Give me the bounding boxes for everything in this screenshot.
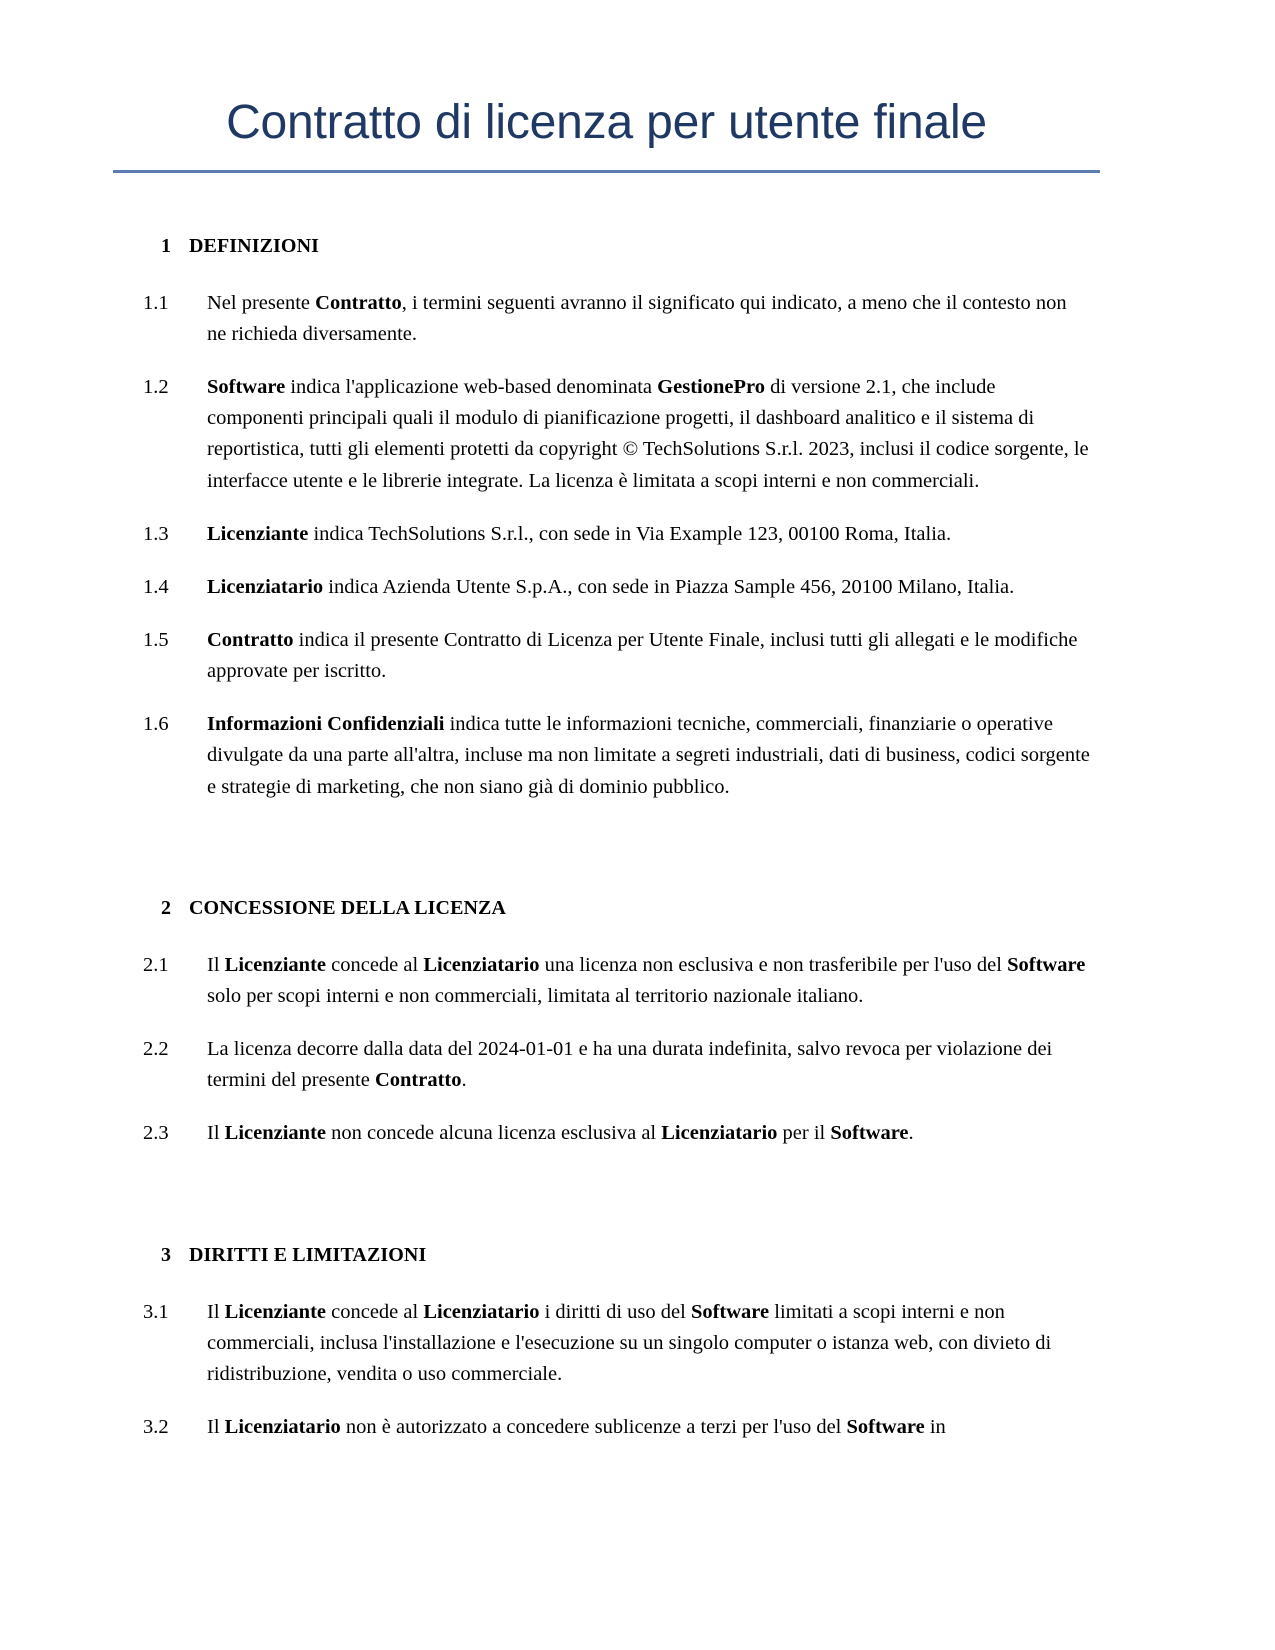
section-heading xyxy=(143,1244,1090,1267)
clause xyxy=(143,625,1090,687)
defined-term: Informazioni Confidenziali xyxy=(207,713,445,736)
defined-term: Software xyxy=(207,376,286,399)
clause-run: Il xyxy=(207,1416,225,1439)
title-block xyxy=(113,0,1100,173)
clause-run: indica TechSolutions S.r.l., con sede in Via Example 123, 00100 Roma, Italia. xyxy=(308,522,952,545)
clause-run: di versione 2.1, che include componenti principali quali il modulo di pianificazione progetti, il dashboard analitico e il sistema di reportistica, tutti gli elementi protetti da copyright © TechSolutions S.r.l. 2023, inclusi il codice sorgente, le interfacce utente e le librerie integrate. La licenza è limitata a scopi interni e non commerciali. xyxy=(207,376,1089,492)
clause-number: 2.3 xyxy=(143,1122,169,1145)
clause-run: Il xyxy=(207,1122,225,1145)
clause-run: Nel presente xyxy=(207,291,316,314)
section-heading xyxy=(143,897,1090,920)
clause-number: 1.6 xyxy=(143,713,169,736)
section-heading xyxy=(143,235,1090,258)
defined-term: Contratto xyxy=(315,291,402,314)
defined-term: Licenziatario xyxy=(423,953,540,976)
section-number: 3 xyxy=(161,1243,171,1266)
defined-term: Software xyxy=(690,1300,770,1323)
clause xyxy=(143,288,1090,350)
clause-run: indica il presente Contratto di Licenza per Utente Finale, inclusi tutti gli allegati e le modifiche approvate per iscritto. xyxy=(207,629,1078,683)
section-spacer xyxy=(143,1172,1090,1206)
page-title: Contratto di licenza per utente finale xyxy=(226,96,987,149)
clause xyxy=(143,950,1090,1012)
clause-number: 1.2 xyxy=(143,376,169,399)
section-heading-text: CONCESSIONE DELLA LICENZA xyxy=(189,896,507,919)
clause-number: 1.3 xyxy=(143,522,169,545)
title-divider xyxy=(113,170,1100,173)
clause-run: limitati a scopi interni e non commerciali, inclusa l'installazione e l'esecuzione su un singolo computer o istanza web, con divieto di ridistribuzione, vendita o uso commerciale. xyxy=(207,1300,1052,1385)
clause-text xyxy=(207,950,1090,1012)
defined-term: Licenziatario xyxy=(661,1122,778,1145)
clause xyxy=(143,372,1090,497)
section-spacer xyxy=(143,825,1090,859)
clause xyxy=(143,519,1090,550)
clause-text xyxy=(207,1118,1090,1149)
defined-term: Licenziante xyxy=(207,522,309,545)
clause-run: concede al xyxy=(326,953,424,976)
section-number: 1 xyxy=(161,234,171,257)
clause-run: . xyxy=(461,1069,467,1092)
defined-term: Licenziante xyxy=(224,953,326,976)
clause-number: 1.1 xyxy=(143,291,169,314)
clause-run: concede al xyxy=(326,1300,424,1323)
clause-run: per il xyxy=(777,1122,831,1145)
defined-term: Licenziante xyxy=(224,1300,326,1323)
clause-run: in xyxy=(924,1416,946,1439)
clause-run: indica Azienda Utente S.p.A., con sede in Piazza Sample 456, 20100 Milano, Italia. xyxy=(323,575,1015,598)
clause-text xyxy=(207,1034,1090,1096)
defined-term: Software xyxy=(1007,953,1086,976)
clause-number: 3.1 xyxy=(143,1300,169,1323)
clause-number: 3.2 xyxy=(143,1416,169,1439)
clause-run: una licenza non esclusiva e non trasferibile per l'uso del xyxy=(539,953,1008,976)
clause-text xyxy=(207,1297,1090,1390)
clause xyxy=(143,1118,1090,1149)
section-heading-text: DIRITTI E LIMITAZIONI xyxy=(189,1243,427,1266)
clause-run: non è autorizzato a concedere sublicenze a terzi per l'uso del xyxy=(340,1416,847,1439)
defined-term: Software xyxy=(830,1122,909,1145)
clause-run: non concede alcuna licenza esclusiva al xyxy=(326,1122,662,1145)
clause-text xyxy=(207,572,1090,603)
clause xyxy=(143,572,1090,603)
clause xyxy=(143,1297,1090,1390)
clause-number: 1.4 xyxy=(143,575,169,598)
clause-text xyxy=(207,1412,1090,1443)
clause-run: , i termini seguenti avranno il significato qui indicato, a meno che il contesto non ne richieda diversamente. xyxy=(207,291,1067,345)
defined-term: Licenziatario xyxy=(207,575,324,598)
section-heading-text: DEFINIZIONI xyxy=(189,234,320,257)
clause xyxy=(143,709,1090,802)
clause-run: Il xyxy=(207,953,225,976)
clause-run: i diritti di uso del xyxy=(539,1300,691,1323)
defined-term: GestionePro xyxy=(657,376,765,399)
defined-term: Software xyxy=(846,1416,925,1439)
clause-run: . xyxy=(908,1122,914,1145)
clause-text xyxy=(207,288,1090,350)
clause-run: solo per scopi interni e non commerciali, limitata al territorio nazionale italiano. xyxy=(207,984,864,1007)
clause-text xyxy=(207,372,1090,497)
clause-number: 2.1 xyxy=(143,953,169,976)
clause-text xyxy=(207,709,1090,802)
clause-number: 1.5 xyxy=(143,629,169,651)
section-number: 2 xyxy=(161,896,171,919)
clause-number: 2.2 xyxy=(143,1038,169,1061)
defined-term: Licenziante xyxy=(224,1122,326,1145)
clause xyxy=(143,1034,1090,1096)
clause-run: La licenza decorre dalla data del 2024-01-01 e ha una durata indefinita, salvo revoca per violazione dei termini del presente xyxy=(207,1038,1053,1092)
defined-term: Contratto xyxy=(207,629,294,651)
clause-run: indica l'applicazione web-based denominata xyxy=(285,376,658,399)
defined-term: Contratto xyxy=(374,1069,462,1092)
document-body xyxy=(143,235,1090,1443)
clause xyxy=(143,1412,1090,1443)
clause-run: Il xyxy=(207,1300,225,1323)
defined-term: Licenziatario xyxy=(224,1416,341,1439)
defined-term: Licenziatario xyxy=(423,1300,540,1323)
clause-text xyxy=(207,519,1090,550)
clause-text xyxy=(207,625,1090,687)
clause-run: indica tutte le informazioni tecniche, commerciali, finanziarie o operative divulgate da una parte all'altra, incluse ma non limitate a segreti industriali, dati di business, codici sorgente e strategie di marketing, che non siano già di dominio pubblico. xyxy=(207,713,1090,798)
